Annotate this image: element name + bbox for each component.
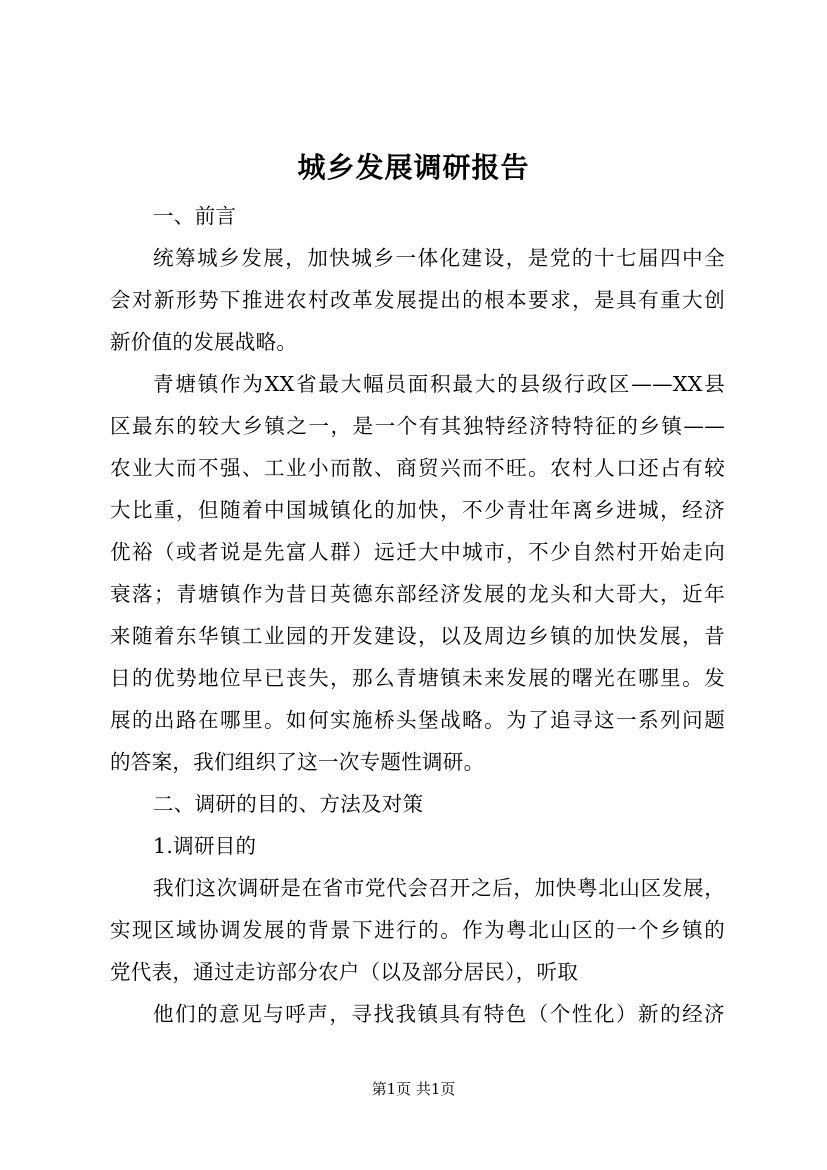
paragraph-line: 衰落；青塘镇作为昔日英德东部经济发展的龙头和大哥大，近年 [110,582,725,606]
paragraph-line: 青塘镇作为XX省最大幅员面积最大的县级行政区——XX县 [153,372,725,396]
paragraph-line: 会对新形势下推进农村改革发展提出的根本要求，是具有重大创 [110,288,725,312]
paragraph-line: 农业大而不强、工业小而散、商贸兴而不旺。农村人口还占有较 [110,456,725,480]
paragraph-line: 展的出路在哪里。如何实施桥头堡战略。为了追寻这一系列问题 [110,708,725,732]
document-title: 城乡发展调研报告 [297,151,530,184]
page-footer: 第1页 共1页 [371,1080,456,1098]
heading-preface: 一、前言 [153,204,237,228]
paragraph-line: 实现区域协调发展的背景下进行的。作为粤北山区的一个乡镇的 [110,918,725,942]
subheading-purpose: 1.调研目的 [153,834,257,858]
paragraph-line: 大比重，但随着中国城镇化的加快，不少青壮年离乡进城，经济 [110,498,725,522]
paragraph-line: 的答案，我们组织了这一次专题性调研。 [110,750,485,774]
paragraph-line: 党代表，通过走访部分农户（以及部分居民），听取 [110,960,579,984]
paragraph-line: 新价值的发展战略。 [110,330,298,354]
paragraph-line: 区最东的较大乡镇之一，是一个有其独特经济特特征的乡镇—— [110,414,725,438]
paragraph-line: 来随着东华镇工业园的开发建设，以及周边乡镇的加快发展，昔 [110,624,725,648]
paragraph-line: 他们的意见与呼声，寻找我镇具有特色（个性化）新的经济 [153,1002,725,1026]
paragraph-line: 我们这次调研是在省市党代会召开之后，加快粤北山区发展， [153,876,725,900]
paragraph-line: 统筹城乡发展，加快城乡一体化建设，是党的十七届四中全 [153,246,725,270]
heading-section-two: 二、调研的目的、方法及对策 [153,792,424,816]
paragraph-line: 日的优势地位早已丧失，那么青塘镇未来发展的曙光在哪里。发 [110,666,725,690]
paragraph-line: 优裕（或者说是先富人群）远迁大中城市，不少自然村开始走向 [110,540,725,564]
